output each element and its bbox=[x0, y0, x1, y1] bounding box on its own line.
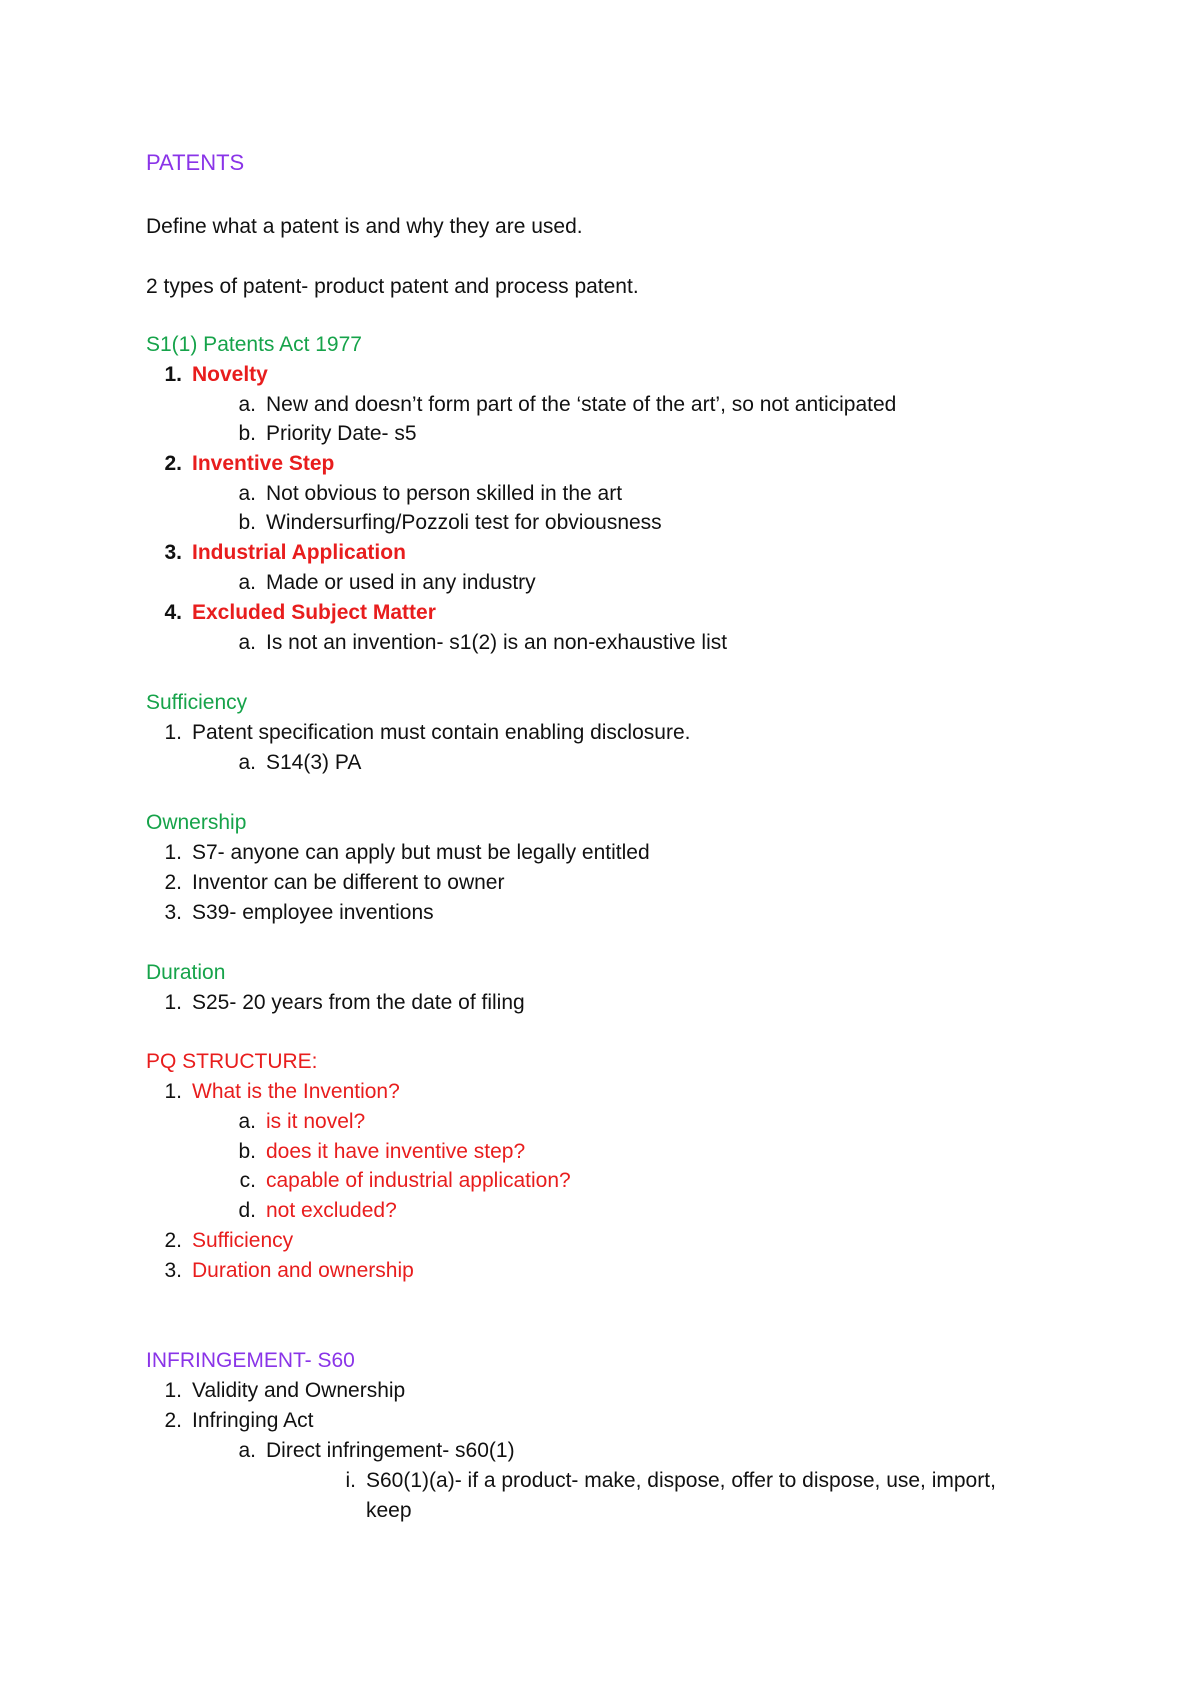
list-subitem: b. Windersurfing/Pozzoli test for obviousness bbox=[238, 511, 662, 534]
list-item: 1. S7- anyone can apply but must be legally entitled bbox=[164, 841, 650, 864]
list-item: 3. Industrial Application bbox=[164, 541, 406, 564]
list-item: 1. S25- 20 years from the date of filing bbox=[164, 991, 525, 1014]
infringement-heading: INFRINGEMENT- S60 bbox=[146, 1349, 355, 1372]
list-subitem: c. capable of industrial application? bbox=[239, 1169, 571, 1192]
list-item: 3. S39- employee inventions bbox=[164, 901, 434, 924]
list-roman-item-continuation: keep bbox=[366, 1499, 412, 1522]
sufficiency-heading: Sufficiency bbox=[146, 691, 248, 714]
pq-heading: PQ STRUCTURE: bbox=[146, 1050, 318, 1073]
list-subitem: a. Is not an invention- s1(2) is an non-exhaustive list bbox=[238, 631, 728, 654]
list-subitem: a. Made or used in any industry bbox=[238, 571, 536, 594]
duration-heading: Duration bbox=[146, 961, 226, 984]
page-title: PATENTS bbox=[146, 150, 245, 175]
list-subitem: a. Direct infringement- s60(1) bbox=[238, 1439, 515, 1462]
list-subitem: b. does it have inventive step? bbox=[238, 1140, 526, 1163]
list-subitem: a. Not obvious to person skilled in the art bbox=[238, 482, 623, 505]
list-item: 2. Inventive Step bbox=[164, 452, 335, 475]
s1-heading: S1(1) Patents Act 1977 bbox=[146, 333, 362, 356]
list-item: 2. Sufficiency bbox=[164, 1229, 294, 1252]
ownership-heading: Ownership bbox=[146, 811, 247, 834]
list-subitem: a. S14(3) PA bbox=[238, 751, 362, 774]
list-subitem: a. is it novel? bbox=[238, 1110, 366, 1133]
list-subitem: a. New and doesn’t form part of the ‘state of the art’, so not anticipated bbox=[238, 393, 897, 416]
list-subitem: d. not excluded? bbox=[238, 1199, 397, 1222]
list-item: 1. Novelty bbox=[164, 363, 268, 386]
intro-types: 2 types of patent- product patent and process patent. bbox=[146, 275, 639, 298]
intro-define: Define what a patent is and why they are used. bbox=[146, 215, 583, 238]
list-item: 4. Excluded Subject Matter bbox=[164, 601, 436, 624]
list-item: 1. Patent specification must contain enabling disclosure. bbox=[164, 721, 691, 744]
list-roman-item: i. S60(1)(a)- if a product- make, dispose, offer to dispose, use, import, bbox=[345, 1469, 996, 1492]
list-item: 1. What is the Invention? bbox=[164, 1080, 400, 1103]
list-item: 3. Duration and ownership bbox=[164, 1259, 414, 1282]
list-item: 1. Validity and Ownership bbox=[164, 1379, 406, 1402]
list-item: 2. Inventor can be different to owner bbox=[164, 871, 505, 894]
list-item: 2. Infringing Act bbox=[164, 1409, 314, 1432]
list-subitem: b. Priority Date- s5 bbox=[238, 422, 417, 445]
